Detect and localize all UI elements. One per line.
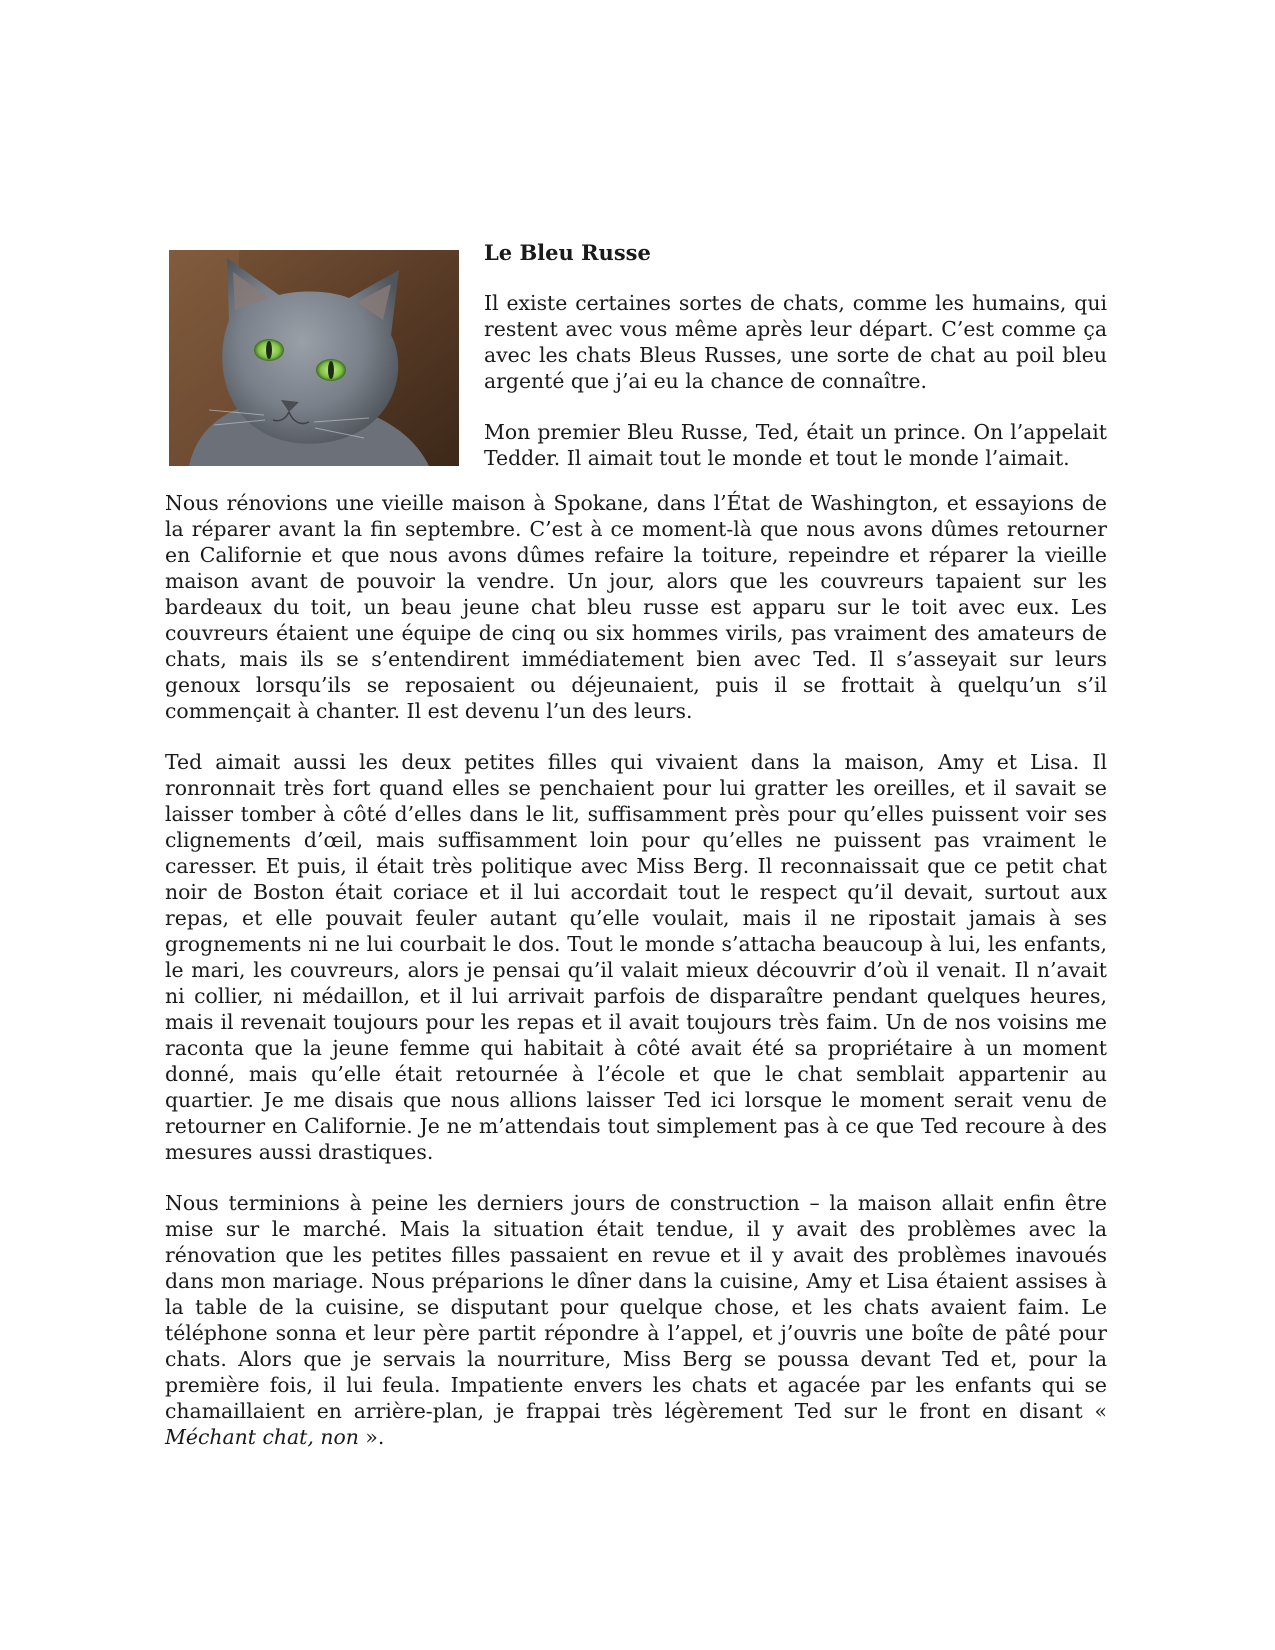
document-page [165,240,1107,1475]
intro-section [165,240,1107,490]
body-paragraph-2: Ted aimait aussi les deux petites filles qui vivaient dans la maison, Amy et Lisa. Il ronronnait très fort quand elles se penchaient pour lui gratter les oreilles, et il savait se laisser tomber à côté d’elles dans le lit, suffisamment près pour qu’elles puissent voir ses clignements d’œil, mais suffisamment loin pour qu’elles ne puissent pas vraiment le caresser. Et puis, il était très politique avec Miss Berg. Il reconnaissait que ce petit chat noir de Boston était coriace et il lui accordait tout le respect qu’il devait, surtout aux repas, et elle pouvait feuler autant qu’elle voulait, mais il ne ripostait jamais à ses grognements ni ne lui courbait le dos. Tout le monde s’attacha beaucoup à lui, les enfants, le mari, les couvreurs, alors je pensai qu’il valait mieux découvrir d’où il venait. Il n’avait ni collier, ni médaillon, et il lui arrivait parfois de disparaître pendant quelques heures, mais il revenait toujours pour les repas et il avait toujours très faim. Un de nos voisins me raconta que la jeune femme qui habitait à côté avait été sa propriétaire à un moment donné, mais qu’elle était retournée à l’école et que le chat semblait appartenir au quartier. Je me disais que nous allions laisser Ted ici lorsque le moment serait venu de retourner en Californie. Je ne m’attendais tout simplement pas à ce que Ted recoure à des mesures aussi drastiques. [165,750,1107,1164]
body-paragraph-3-text: Nous terminions à peine les derniers jours de construction – la maison allait enfin être mise sur le marché. Mais la situation était tendue, il y avait des problèmes avec la rénovation que les petites filles passaient en revue et il y avait des problèmes inavoués dans mon mariage. Nous préparions le dîner dans la cuisine, Amy et Lisa étaient assises à la table de la cuisine, se disputant pour quelque chose, et les chats avaient faim. Le téléphone sonna et leur père partit répondre à l’appel, et j’ouvris une boîte de pâté pour chats. Alors que je servais la nourriture, Miss Berg se poussa devant Ted et, pour la première fois, il lui feula. Impatiente envers les chats et agacée par les enfants qui se chamaillaient en arrière-plan, je frappai très légèrement Ted sur le front en disant « [165,1191,1107,1423]
document-title: Le Bleu Russe [484,240,651,265]
body-paragraph-3 [165,1190,1107,1450]
quote-closing: ». [358,1425,385,1449]
quote-emphasis: Méchant chat, non [165,1425,359,1449]
russian-blue-cat-illustration [169,250,459,466]
intro-paragraph-1: Il existe certaines sortes de chats, comme les humains, qui restent avec vous même après leur départ. C’est comme ça avec les chats Bleus Russes, une sorte de chat au poil bleu argenté que j’ai eu la chance de connaître. [484,291,1107,393]
intro-paragraph-2: Mon premier Bleu Russe, Ted, était un prince. On l’appelait Tedder. Il aimait tout le monde et tout le monde l’aimait. [484,420,1107,470]
cat-photo [169,250,459,466]
body-paragraph-1: Nous rénovions une vieille maison à Spokane, dans l’État de Washington, et essayions de la réparer avant la fin septembre. C’est à ce moment-là que nous avons dûmes retourner en Californie et que nous avons dûmes refaire la toiture, repeindre et réparer la vieille maison avant de pouvoir la vendre. Un jour, alors que les couvreurs tapaient sur les bardeaux du toit, un beau jeune chat bleu russe est apparu sur le toit avec eux. Les couvreurs étaient une équipe de cinq ou six hommes virils, pas vraiment des amateurs de chats, mais ils se s’entendirent immédiatement bien avec Ted. Il s’asseyait sur leurs genoux lorsqu’ils se reposaient ou déjeunaient, puis il se frottait à quelqu’un s’il commençait à chanter. Il est devenu l’un des leurs. [165,491,1107,723]
intro-text [484,240,1107,496]
